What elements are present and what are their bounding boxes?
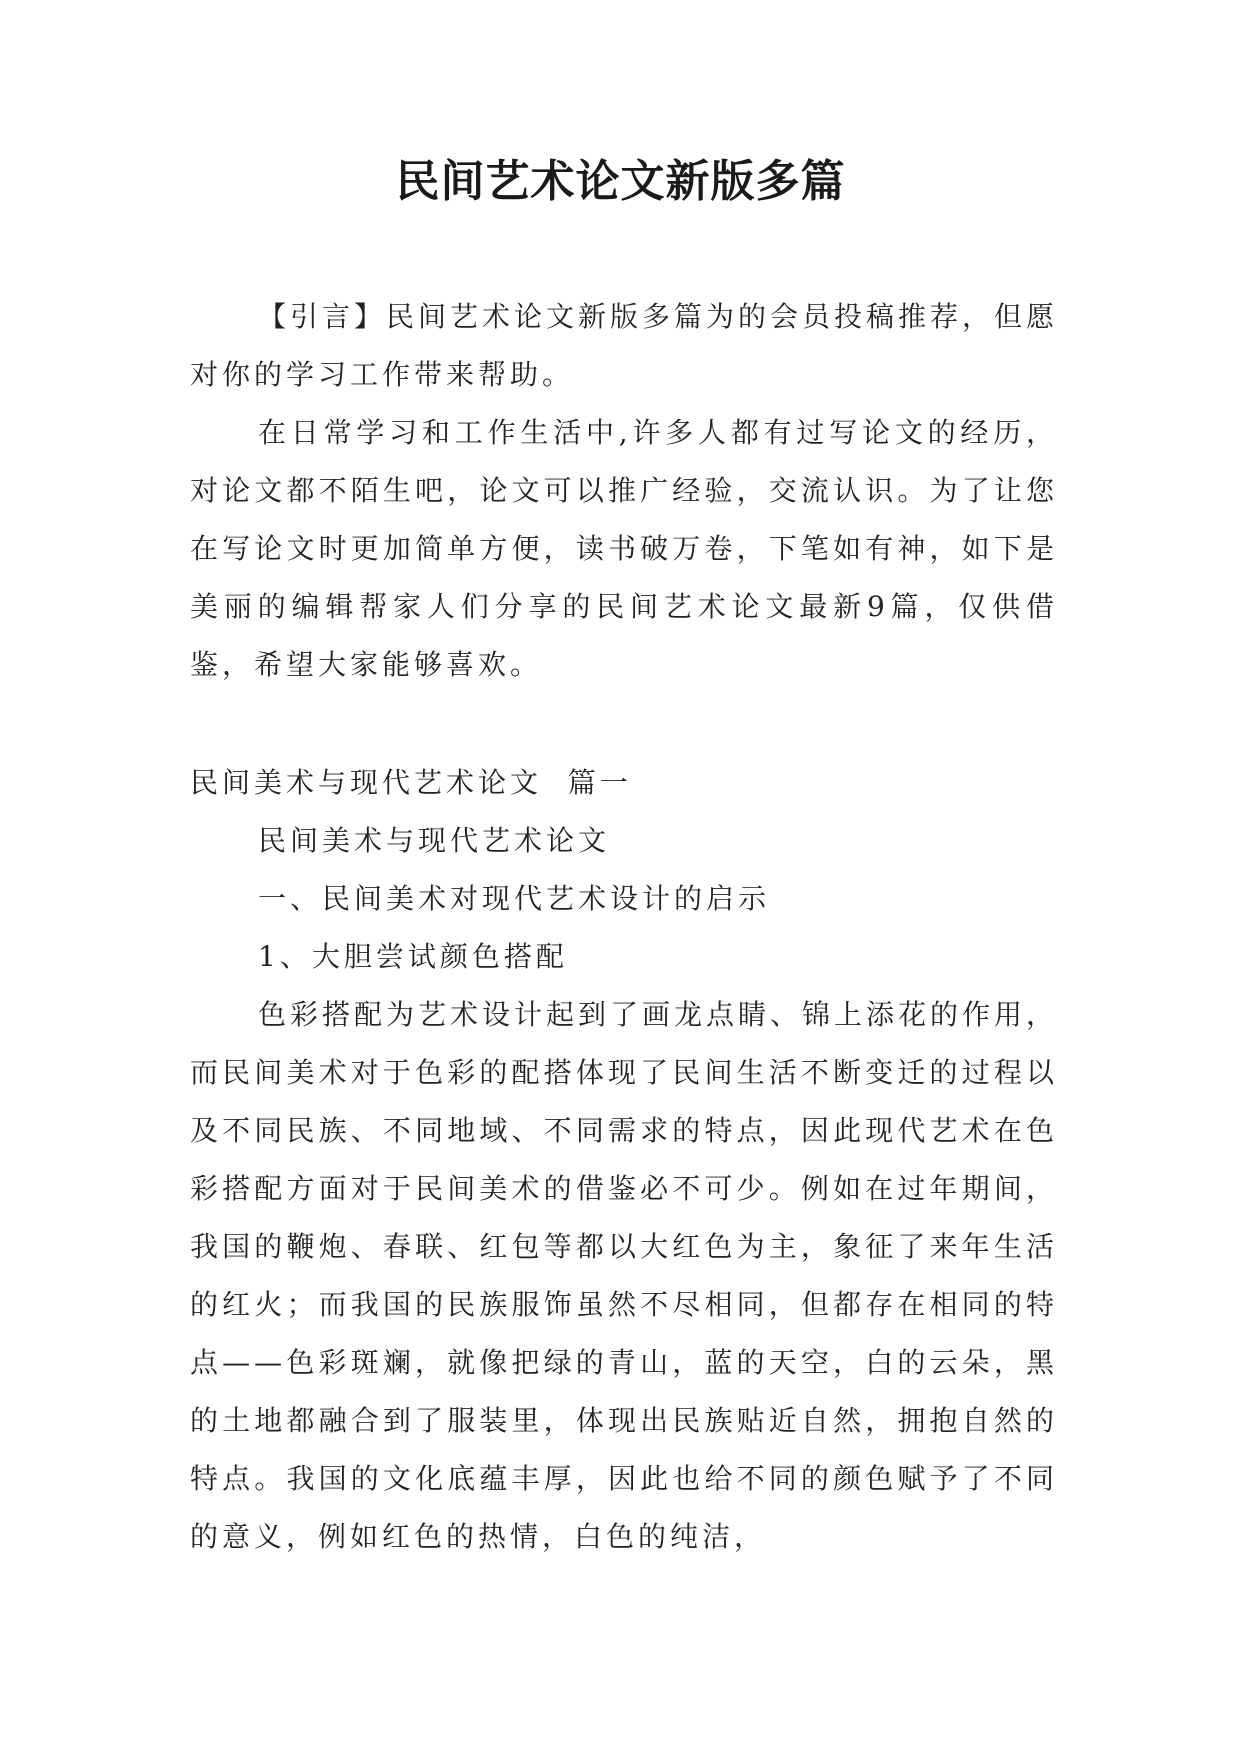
article-title: 民间美术与现代艺术论文 bbox=[258, 824, 611, 857]
document-title: 民间艺术论文新版多篇 bbox=[395, 156, 846, 207]
subheading-1: 一、民间美术对现代艺术设计的启示 bbox=[258, 882, 771, 915]
section-spacer bbox=[190, 694, 1058, 754]
preface-paragraph: 在日常学习和工作生活中,许多人都有过写论文的经历，对论文都不陌生吧，论文可以推广经验，交流认识。为了让您在写论文时更加简单方便，读书破万卷，下笔如有神，如下是美丽的编辑帮家人们分享的民间艺术论文最新9篇，仅供借鉴，希望大家能够喜欢。 bbox=[190, 416, 1058, 681]
body-paragraph: 色彩搭配为艺术设计起到了画龙点睛、锦上添花的作用，而民间美术对于色彩的配搭体现了民间生活不断变迁的过程以及不同民族、不同地域、不同需求的特点，因此现代艺术在色彩搭配方面对于民间美术的借鉴必不可少。例如在过年期间，我国的鞭炮、春联、红包等都以大红色为主，象征了来年生活的红火；而我国的民族服饰虽然不尽相同，但都存在相同的特点——色彩斑斓，就像把绿的青山，蓝的天空，白的云朵，黑的土地都融合到了服装里，体现出民族贴近自然，拥抱自然的特点。我国的文化底蕴丰厚，因此也给不同的颜色赋予了不同的意义，例如红色的热情，白色的纯洁， bbox=[190, 998, 1059, 1553]
intro-paragraph: 【引言】民间艺术论文新版多篇为的会员投稿推荐，但愿对你的学习工作带来帮助。 bbox=[190, 300, 1059, 391]
section-heading: 民间美术与现代艺术论文 篇一 bbox=[190, 766, 632, 799]
document-body bbox=[190, 288, 1058, 1566]
subheading-2: 1、大胆尝试颜色搭配 bbox=[258, 940, 568, 973]
